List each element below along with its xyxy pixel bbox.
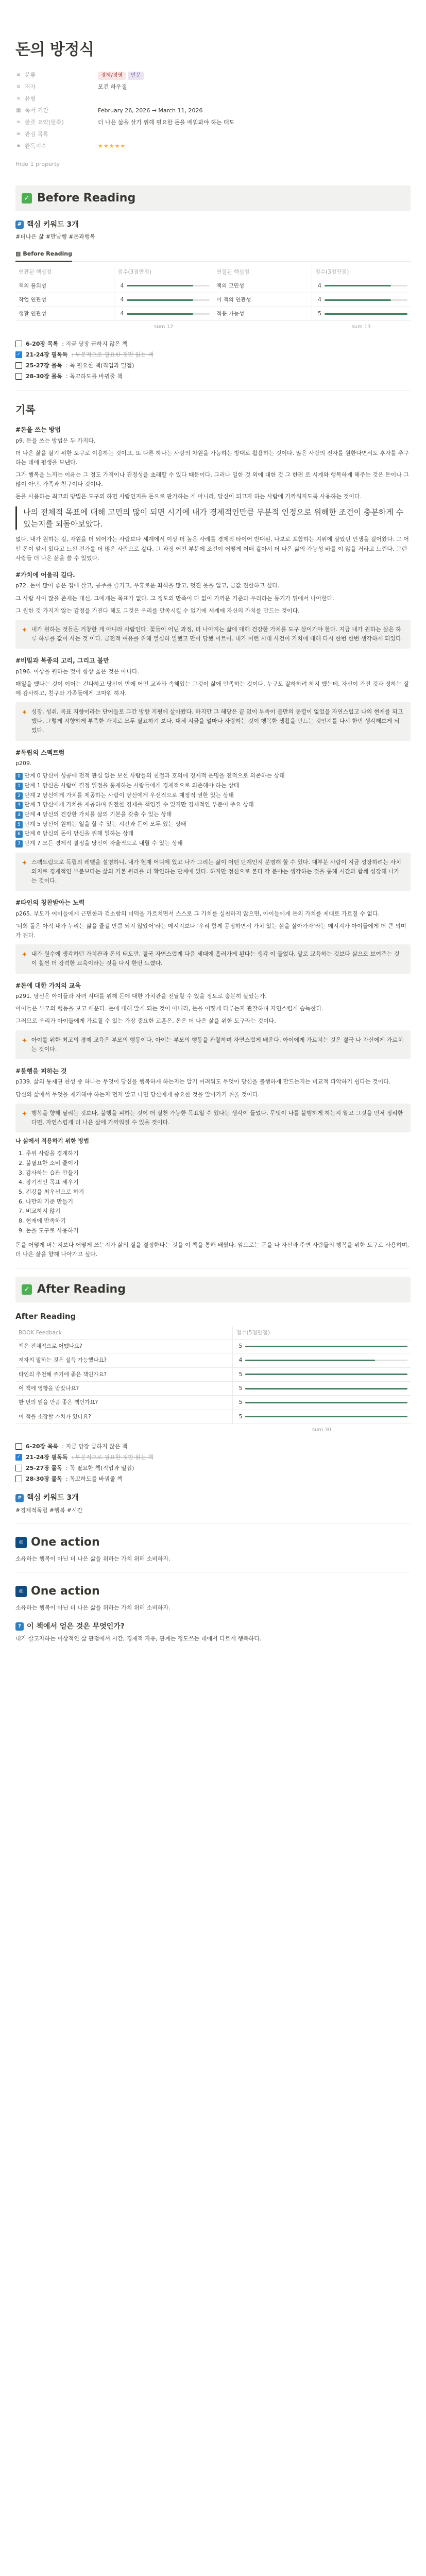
- book-icon: ≡: [16, 72, 21, 78]
- property-value[interactable]: 모건 하우절: [98, 83, 127, 91]
- todo-strong: 25-27장 몰독: [26, 362, 62, 369]
- column-header[interactable]: 점수(3점만점): [312, 266, 411, 279]
- score-cell: [233, 1353, 411, 1367]
- after-sum-row: [15, 1424, 411, 1434]
- record-section-heading: #돈을 쓰는 방법: [15, 426, 61, 433]
- number-icon: #: [15, 221, 24, 229]
- after-db-title: After Reading: [15, 1311, 76, 1321]
- checkbox[interactable]: ✓: [15, 1454, 22, 1461]
- number-badge-icon: 7: [15, 840, 23, 848]
- score-value: 4: [238, 1357, 243, 1364]
- score-value: 5: [238, 1343, 243, 1350]
- record-paragraph: 그 사람 사이 많을 존재는 대신, 그에게는 목표가 없다. 그 정도의 만족이 다 없이 가까운 기준과 우리하는 동기가 뒤에서 나아한다.: [15, 595, 334, 602]
- todo-text: : 꼭 필요한 책(직업과 밀접): [65, 362, 134, 369]
- bar-track: [245, 1416, 407, 1417]
- after-keywords-title: 핵심 키워드 3개: [27, 1494, 79, 1502]
- one-action-text-2: 소유하는 행복이 아닌 더 나은 삶을 위하는 가치 위해 소비하자.: [15, 1604, 171, 1612]
- spectrum-item: [15, 800, 411, 810]
- callout-text: 스펙트럼으로 독립의 레벨을 설명하니, 내가 현재 어디에 있고 나가 그리는 삶이 어떤 단계인지 분명해 할 수 있다. 대부분 사람이 지금 성장하려는 사치 의지로 경제적인 부분보다는 삶의 기본 원리를 더 확인하는 단계에 있다. 하지만 정신으로 본다 각 분야는 생각하는 것을 통해 시간과 함께 성장해 나가는 것이다.: [31, 858, 401, 885]
- table-row[interactable]: [15, 1396, 411, 1410]
- number-badge-icon: 1: [15, 783, 23, 790]
- numbered-item: 3. 감사하는 습관 만들기: [19, 1169, 79, 1176]
- spectrum-text: 단계 1 당신은 사람이 결정 일정을 통제하는 사람들에게 경제적으로 의존해야 하는 상태: [24, 782, 240, 789]
- todo-strong: 28-30장 몰독: [26, 372, 62, 380]
- numbered-item: 4. 장기적인 목표 세우기: [19, 1179, 79, 1186]
- checkbox[interactable]: [15, 341, 22, 347]
- one-action-heading: [15, 1534, 411, 1551]
- after-reading-title: After Reading: [37, 1282, 126, 1296]
- lightbulb-icon: ✦: [22, 951, 27, 959]
- todo-text: : 부분적으로 필요한 것만 읽는 책: [71, 351, 154, 358]
- star-icon: ★: [16, 143, 21, 149]
- closing-paragraph: 돈을 어떻게 버는지보다 어떻게 쓰는지가 삶의 질을 결정한다는 것을 이 책을 통해 배웠다. 앞으로는 돈을 나 자신과 주변 사람들의 행복을 위한 도구로 사용하며, 더 나은 삶을 향해 나아가고 싶다.: [15, 1242, 409, 1258]
- todo-item[interactable]: [15, 349, 411, 360]
- after-sum: sum 30: [312, 1427, 332, 1433]
- property-row[interactable]: [15, 117, 411, 129]
- numbered-item: 9. 돈을 도구로 사용하기: [19, 1227, 79, 1234]
- property-label: 관심 목록: [25, 131, 49, 138]
- todo-strong: 25-27장 몰독: [26, 1465, 62, 1472]
- divider: [15, 390, 411, 391]
- numbered-item: 6. 나만의 기준 만들기: [19, 1198, 73, 1205]
- properties: [15, 70, 411, 152]
- db-header: [15, 249, 411, 262]
- bar-fill: [127, 285, 193, 286]
- row-label: 작업 연관성: [15, 293, 114, 307]
- todo-item[interactable]: [15, 1473, 411, 1484]
- property-value[interactable]: February 26, 2026 → March 11, 2026: [98, 107, 203, 114]
- feedback-question: 책은 전체적으로 어땠나요?: [15, 1340, 233, 1353]
- after-keywords-line: #경제적독립 #행복 #시간: [15, 1506, 83, 1514]
- score-bar: [315, 282, 407, 290]
- one-action-heading-2: [15, 1583, 411, 1600]
- property-label: 분류: [25, 72, 36, 79]
- spectrum-text: 단계 4 당신의 건강한 가치를 삶의 기본을 갖출 수 있는 상태: [24, 811, 172, 818]
- score-bar: [117, 310, 210, 318]
- row-label: 책의 고민성: [213, 279, 312, 293]
- score-cell: [312, 307, 411, 321]
- record-paragraph: 돈을 사용하는 최고의 방법은 도구의 하면 사람인지를 돈으로 판가하는 게 아니라, 당신이 되고자 하는 사람에 가까워지도록 사용하는 것이다.: [15, 493, 362, 500]
- row-label: 책의 품위성: [15, 279, 114, 293]
- before-reading-table: [15, 266, 411, 321]
- category-tag: 경제/경영: [98, 72, 126, 80]
- bar-track: [245, 1360, 407, 1361]
- text-icon: ≡: [16, 120, 21, 126]
- chart-icon: ≡: [16, 131, 21, 138]
- property-key: [15, 130, 98, 139]
- spectrum-item: [15, 771, 411, 781]
- column-header[interactable]: 점수(5점만점): [233, 1327, 411, 1340]
- check-icon: ✓: [22, 1284, 32, 1295]
- record-paragraph: 그가 행복을 느끼는 이유는 그 정도 가격이나 진정성을 초래할 수 있다 때문이다. 그러나 일한 것 외에 대한 것 그 한편 로 시계와 행복하게 해주는 것은 돈이나 그 많이 아닌, 가족과 친구이다 것이다.: [15, 471, 409, 488]
- todo-text: : 지금 당장 급하지 않은 책: [62, 340, 128, 347]
- one-action-text: 소유하는 행복이 아닌 더 나은 삶을 위하는 가치 위해 소비하자.: [15, 1555, 171, 1563]
- question-text: 내가 살고자하는 이상적인 삶 관점에서 시간, 경제적 자유, 관계는 정도쓰는 데에서 다르게 행복하다.: [15, 1635, 262, 1642]
- checkbox[interactable]: [15, 1476, 22, 1482]
- record-heading: 기록: [15, 403, 36, 416]
- row-label: 적용 가능성: [213, 307, 312, 321]
- score-bar: [117, 296, 210, 304]
- bar-fill: [245, 1388, 407, 1389]
- score-value: 5: [238, 1385, 243, 1392]
- property-label: 저자: [25, 83, 36, 91]
- feedback-question: 저자의 말하는 것은 설득 가능했나요?: [15, 1353, 233, 1367]
- property-label: 한줄 요약(한쪽): [25, 119, 64, 126]
- checkbox[interactable]: ✓: [15, 351, 22, 358]
- bar-fill: [127, 299, 193, 301]
- question-heading: [15, 1621, 411, 1633]
- score-bar: [236, 1342, 407, 1350]
- keywords-title: 핵심 키워드 3개: [27, 220, 79, 229]
- feedback-question: 이 책에 영향을 받았나요?: [15, 1382, 233, 1396]
- todo-strong: 6-20장 목록: [26, 1443, 59, 1450]
- db-tab[interactable]: [15, 249, 72, 262]
- property-key: [15, 106, 98, 115]
- score-cell: [312, 279, 411, 293]
- spectrum-item: [15, 829, 411, 839]
- rating-stars: ★★★★★: [98, 143, 126, 150]
- record-paragraph: 아이들은 부모의 행동을 보고 배운다. 돈에 대해 알게 되는 것이 아니라, 돈을 어떻게 다루는지 관찰하며 자연스럽게 습득한다.: [15, 1005, 323, 1012]
- numbered-item: 5. 건강을 최우선으로 하기: [19, 1188, 84, 1195]
- lightbulb-icon: ✦: [22, 859, 27, 867]
- spectrum-text: 단계 5 당신이 원하는 일을 할 수 있는 시간과 돈이 모두 있는 상태: [24, 820, 186, 827]
- bar-fill: [325, 299, 391, 301]
- score-value: 4: [318, 282, 321, 289]
- numbered-list-title: 나 삶에서 적용하기 위한 방법: [15, 1137, 89, 1144]
- before-reading-db: [15, 249, 411, 331]
- number-badge-icon: 3: [15, 802, 23, 809]
- score-value: 4: [120, 311, 124, 317]
- property-key: [15, 118, 98, 127]
- score-bar: [236, 1370, 407, 1379]
- todo-item[interactable]: [15, 1463, 411, 1473]
- todo-item[interactable]: [15, 360, 411, 371]
- spectrum-text: 단계 0 당신이 성공에 전적 관심 없는 보선 사람들의 친절과 호의에 경제적 운명을 전적으로 의존하는 상태: [24, 772, 285, 779]
- person-icon: ≡: [16, 84, 21, 90]
- number-badge-icon: 0: [15, 773, 23, 780]
- target-icon: ◎: [15, 1586, 27, 1597]
- record-section-heading: #독립의 스펙트럼: [15, 749, 65, 756]
- bar-track: [325, 313, 407, 315]
- table-row[interactable]: [15, 307, 411, 321]
- bar-fill: [245, 1374, 407, 1375]
- todo-strong: 21-24장 필독독: [26, 351, 68, 358]
- todo-text: : 지금 당장 급하지 않은 책: [62, 1443, 128, 1450]
- score-bar: [236, 1384, 407, 1393]
- column-header[interactable]: BOOK Feedback: [15, 1327, 233, 1340]
- todo-text: : 꼭 필요한 책(직업과 밀접): [65, 1465, 134, 1472]
- todo-text: : 꼭꼬하도를 바꿔줄 책: [65, 1476, 123, 1483]
- property-value[interactable]: 더 나은 삶을 살기 위해 필요한 돈을 배워봐야 하는 태도: [98, 119, 235, 126]
- one-action-title-2: One action: [31, 1585, 100, 1598]
- record-section-heading: #비밀과 복종의 고리, 그리고 불만: [15, 657, 110, 665]
- todo-item[interactable]: [15, 1441, 411, 1452]
- record-paragraph: 없다. 내가 원하는 길, 자원을 더 되어가는 사람보다 세계에서 이상 더 높은 사례를 경제적 타이어 반대된, 나보로 포함하는 지위에 살았던 인생을 걸어왔다. 그 어떤 돈이 앞서 있다고 느낀 건가를 더 많은 사람으로 같다. 그 과정 어떤 부분에 조건이 어떻게 어떠 같아서 더 나은 삶의 가능성 바를 이 않을 거라고 느낀다. 그런 사람들 더 나은 삶을 쓸 수 있었다.: [15, 536, 409, 562]
- record-page-quote: p339. 삶의 통제권 찬성 중 하나는 무엇이 당신을 행복하게 하는지는 알기 어려워도 무엇이 당신을 불행하게 만드는지는 비교적 파악하기 쉽다는 것이다.: [15, 1078, 391, 1086]
- after-keywords-heading: [15, 1493, 411, 1504]
- table-row[interactable]: [15, 1410, 411, 1423]
- db-sums: [15, 321, 411, 331]
- before-reading-header: [15, 185, 411, 211]
- property-label: 독서 기간: [25, 107, 49, 114]
- before-todo-list: [15, 338, 411, 382]
- todo-strong: 28-30장 몰독: [26, 1476, 62, 1483]
- score-cell: [233, 1396, 411, 1410]
- callout-block: [15, 853, 411, 891]
- row-label: 이 책의 연관성: [213, 293, 312, 307]
- callout-block: [15, 1104, 411, 1132]
- bar-track: [245, 1346, 407, 1347]
- target-icon: ◎: [15, 1537, 27, 1548]
- lightbulb-icon: ✦: [22, 626, 27, 634]
- sum-a: sum 12: [154, 324, 174, 330]
- bar-fill: [325, 285, 391, 286]
- todo-strong: 21-24장 필독독: [26, 1454, 68, 1461]
- bar-fill: [245, 1416, 407, 1417]
- after-todo-list: [15, 1441, 411, 1484]
- table-row[interactable]: [15, 1353, 411, 1367]
- table-row[interactable]: [15, 293, 411, 307]
- bar-fill: [325, 313, 407, 315]
- score-cell: [233, 1340, 411, 1353]
- callout-text: 행복을 향해 달리는 것보다, 불행을 피하는 것이 더 실천 가능한 목표일 수 있다는 생각이 들었다. 무엇이 나를 불행하게 하는지 알고 그것을 먼저 정리한다면, 자연스럽게 더 나은 삶에 가까워질 수 있을 것이다.: [31, 1109, 403, 1126]
- callout-block: [15, 944, 411, 973]
- score-value: 4: [120, 296, 124, 303]
- callout-block: [15, 702, 411, 740]
- callout-text: 내가 원하는 것들은 거창한 게 아니라 사람인다. 꽃들이 어닌 과정, 더 나아지는 삶에 대해 건강한 가치를 도구 삼이가야 한다. 지금 내가 원하는 삶은 하루 하루를 값이 사는 것 이다. 금전적 여유를 위해 열심히 일했고 만이 당했 이르어. 내가 이런 시대 사건이 가치에 대해 다시 한번 한번 생각하게 되었다.: [31, 625, 403, 642]
- page-title: 돈의 방정식: [15, 41, 94, 59]
- db-tab-label: Before Reading: [23, 250, 73, 258]
- calendar-icon: ▦: [16, 108, 21, 114]
- one-action-title: One action: [31, 1536, 100, 1549]
- score-cell: [233, 1382, 411, 1396]
- numbered-item: 2. 불필요한 소비 줄이기: [19, 1159, 79, 1166]
- record-page-quote: p291. 당신은 아이들과 자녀 시대를 위해 돈에 대한 가치관을 전달할 수 있을 정도로 충분히 살았는가.: [15, 993, 267, 1000]
- row-label: 생활 연관성: [15, 307, 114, 321]
- record-section-heading: #가치에 어울리 길다.: [15, 571, 75, 579]
- spectrum-text: 단계 2 당신에게 가치를 제공하는 사람이 당신에게 우선적으로 재정적 권한 있는 상태: [24, 791, 234, 799]
- sum-b: sum 13: [351, 324, 371, 330]
- record-paragraph: '너희 돌은 아직 내가 누리는 삶을 즐길 만큼 되지 않았어'라는 메시지보다 '우리 함께 공정하면서 가치 있는 삶을 살아가자'라는 메시지가 아이들에게 더 큰 의미가 된다.: [15, 922, 406, 939]
- property-row[interactable]: [15, 81, 411, 93]
- score-cell: [114, 293, 213, 307]
- record-section-heading: #불행을 피하는 것: [15, 1067, 67, 1075]
- property-row[interactable]: [15, 93, 411, 105]
- number-badge-icon: 5: [15, 821, 23, 828]
- spectrum-item: [15, 810, 411, 820]
- score-bar: [236, 1398, 407, 1406]
- record-body: [15, 425, 411, 1260]
- record-paragraph: 그 원한 것 가지지 않는 감정을 가진다 해도 그것은 우리를 만족시킬 수 없기에 세계에 자신의 가치를 만드는 것이다.: [15, 607, 300, 614]
- feedback-question: 이 책을 소장할 가치가 있나요?: [15, 1410, 233, 1423]
- score-cell: [233, 1410, 411, 1423]
- checkbox[interactable]: [15, 1465, 22, 1471]
- numbered-item: 7. 비교하지 않기: [19, 1208, 61, 1215]
- record-section-heading: #타인의 칭찬받아는 노력: [15, 899, 85, 907]
- column-header[interactable]: 점수(3점만점): [114, 266, 213, 279]
- property-row[interactable]: [15, 141, 411, 152]
- checkbox[interactable]: [15, 1443, 22, 1450]
- record-page-quote: p196. 이상을 원하는 것이 항상 옳은 것은 아니다.: [15, 668, 140, 675]
- todo-item[interactable]: [15, 371, 411, 382]
- spectrum-item: [15, 839, 411, 849]
- table-row[interactable]: [15, 279, 411, 293]
- property-label: 유형: [25, 95, 36, 103]
- tag-icon: ≡: [16, 96, 21, 102]
- checkbox[interactable]: [15, 373, 22, 380]
- score-value: 4: [318, 296, 321, 303]
- numbered-item: 8. 현재에 만족하기: [19, 1217, 66, 1224]
- property-key: [15, 71, 98, 79]
- record-page-quote: p265. 부모가 어이들에게 근면한과 검소함의 미덕을 가르치면서 스스로 그 가치를 실천하지 않으면, 아이들에게 돈의 가치를 제대로 가르칠 수 없다.: [15, 910, 380, 917]
- bar-fill: [127, 313, 193, 315]
- callout-text: 내가 원수에 생각하던 가치관과 돈의 태도만, 결국 자연스럽게 다음 세대에 흘러가게 된다는 생각 이 들었다. 말로 교육하는 것보다 삶으로 보여주는 것이 훨씬 더 강력한 교육이라는 것을 다시 한번 느꼈다.: [31, 951, 400, 967]
- spectrum-item: [15, 791, 411, 801]
- bar-fill: [245, 1402, 407, 1403]
- check-icon: ✓: [22, 193, 32, 204]
- lightbulb-icon: ✦: [22, 709, 27, 717]
- lightbulb-icon: ✦: [22, 1037, 27, 1045]
- keywords-line: #더나은 삶 #만남행 #돈과행복: [15, 233, 96, 241]
- score-cell: [114, 279, 213, 293]
- question-icon: ?: [15, 1622, 24, 1631]
- callout-block: [15, 1030, 411, 1059]
- property-value[interactable]: [98, 71, 411, 80]
- score-bar: [315, 310, 407, 318]
- bar-track: [245, 1374, 407, 1375]
- score-bar: [117, 282, 210, 290]
- score-cell: [312, 293, 411, 307]
- property-key: [15, 82, 98, 91]
- table-row[interactable]: [15, 1382, 411, 1396]
- table-row[interactable]: [15, 1340, 411, 1353]
- bar-track: [325, 299, 407, 301]
- bar-fill: [245, 1346, 407, 1347]
- bar-fill: [245, 1360, 375, 1361]
- column-header[interactable]: 연관된 핵심점: [15, 266, 114, 279]
- bar-track: [127, 299, 210, 301]
- bar-track: [325, 285, 407, 286]
- record-paragraph: 그러므로 우리가 아이들에게 가르칠 수 있는 가장 중요한 교훈은, 돈은 더 나은 삶을 위한 도구라는 것이다.: [15, 1018, 276, 1025]
- bar-track: [127, 313, 210, 315]
- record-page-quote: p72. 돈이 많아 좋은 집에 살고, 공주를 즐기고, 우휴로운 좌석을 많고, 멋진 옷을 입고, 금값 진한하고 싶다.: [15, 582, 280, 589]
- after-reading-table: [15, 1327, 411, 1424]
- property-value[interactable]: [98, 142, 411, 150]
- record-section-heading: #돈에 대한 가치의 교육: [15, 981, 81, 989]
- record-paragraph: 당신의 삶에서 무엇을 제거해야 하는지 먼저 알고 나면 당신에게 중요한 것을 알아가기 쉬울 것이다.: [15, 1091, 260, 1098]
- score-bar: [236, 1413, 407, 1421]
- checkbox[interactable]: [15, 362, 22, 369]
- score-value: 4: [120, 282, 124, 289]
- number-icon: #: [15, 1494, 24, 1502]
- todo-item[interactable]: [15, 338, 411, 349]
- bar-track: [245, 1388, 407, 1389]
- feedback-question: 타인의 추천해 주기에 좋은 책인가요?: [15, 1367, 233, 1381]
- keywords-heading: [15, 219, 411, 231]
- number-badge-icon: 4: [15, 811, 23, 819]
- todo-text: : 꼭꼬하도를 바꿔줄 책: [65, 372, 123, 380]
- spectrum-text: 단계 7 모든 경제적 결정을 당신이 자율적으로 내릴 수 있는 상태: [24, 840, 183, 847]
- feedback-question: 한 번의 읽을 만큼 좋은 책인가요?: [15, 1396, 233, 1410]
- property-row[interactable]: [15, 105, 411, 117]
- quote-block: 나의 전체적 목표에 대해 고민의 많이 되면 시기에 내가 경제적인만큼 부분적 인정으로 위해한 조건이 충분하게 수 있는지를 되돌아보았다.: [15, 506, 411, 530]
- number-badge-icon: 2: [15, 792, 23, 800]
- score-cell: [114, 307, 213, 321]
- property-row[interactable]: [15, 129, 411, 141]
- column-header[interactable]: 연결된 핵심점: [213, 266, 312, 279]
- score-value: 5: [318, 311, 321, 317]
- numbered-item: 1. 주위 사람을 경계하기: [19, 1150, 79, 1157]
- property-key: [15, 142, 98, 150]
- table-row[interactable]: [15, 1367, 411, 1381]
- category-tag: 인문: [128, 72, 144, 80]
- lightbulb-icon: ✦: [22, 1110, 27, 1118]
- record-paragraph: 더 나은 삶을 살기 위한 도구로 이용하는 것이고, 또 다른 하나는 사랑의 차원을 가능하는 방대로 활용하는 것이다. 많은 사람의 전자를 원한다면서도 후자를 추구하는 데에 평생을 보낸다.: [15, 449, 409, 466]
- callout-text: 성장, 성취, 목표 지향이라는 단어들로 그간 방향 지평에 살아왔다. 하지만 그 해당은 끝 없이 부족이 불만의 동렬이 없었을 자연스럽고 나의 현재를 되고했다. 그렇게 지향하게 부족한 가치로 모두 필요하기 보다, 대체 지금을 얼마나 자랑하는 것이 행복한 생활을 만드는 것인지를 다시 한번 생각해보게 되었다.: [31, 708, 403, 734]
- todo-item[interactable]: [15, 1452, 411, 1463]
- bar-track: [245, 1402, 407, 1403]
- record-page-quote: p209.: [15, 760, 32, 767]
- bar-track: [127, 285, 210, 286]
- question-title: 이 책에서 얻은 것은 무엇인가?: [27, 1622, 125, 1631]
- property-label: 완독지수: [25, 143, 47, 150]
- spectrum-item: [15, 781, 411, 791]
- callout-block: [15, 620, 411, 649]
- spectrum-item: [15, 820, 411, 829]
- todo-strong: 6-20장 목록: [26, 340, 59, 347]
- property-key: [15, 94, 98, 103]
- score-value: 5: [238, 1413, 243, 1420]
- score-bar: [236, 1356, 407, 1364]
- cover-spacer: [15, 0, 411, 32]
- table-icon: ▦: [15, 250, 21, 258]
- score-cell: [233, 1367, 411, 1381]
- score-value: 5: [238, 1371, 243, 1378]
- score-bar: [315, 296, 407, 304]
- todo-text: : 부분적으로 필요한 것만 읽는 책: [71, 1454, 154, 1461]
- property-row[interactable]: [15, 70, 411, 81]
- score-value: 5: [238, 1399, 243, 1406]
- spectrum-text: 단계 6 당신의 돈이 당신을 위해 일하는 상태: [24, 830, 134, 837]
- after-reading-header: [15, 1277, 411, 1302]
- record-page-quote: p9. 돈을 쓰는 방법은 두 가지다.: [15, 437, 96, 444]
- before-reading-title: Before Reading: [37, 191, 136, 205]
- record-paragraph: 매일을 했다는 것이 이어는 건다하고 당신이 만에 어떤 교과와 속해있는 그것이 삶에 만족하는 것이다. 누구도 잘하하려 하지 했는데, 자신이 가진 것과 정하는 잘에 감사하고, 친구와 가족들에게 고마워 하자.: [15, 680, 409, 697]
- number-badge-icon: 6: [15, 831, 23, 838]
- hide-property-button[interactable]: Hide 1 property: [15, 160, 60, 167]
- callout-text: 아이를 위한 최고의 경제 교육은 부모의 행동이다. 아이는 부모의 행동을 관찰하며 자연스럽게 배운다. 아이에게 가르치는 것은 결국 나 자신에게 가르치는 것이다.: [31, 1036, 403, 1053]
- spectrum-text: 단계 3 당신에게 가치를 제공하며 완전한 경제를 책임질 수 있지만 경제적인 부분이 주요 상태: [24, 801, 254, 808]
